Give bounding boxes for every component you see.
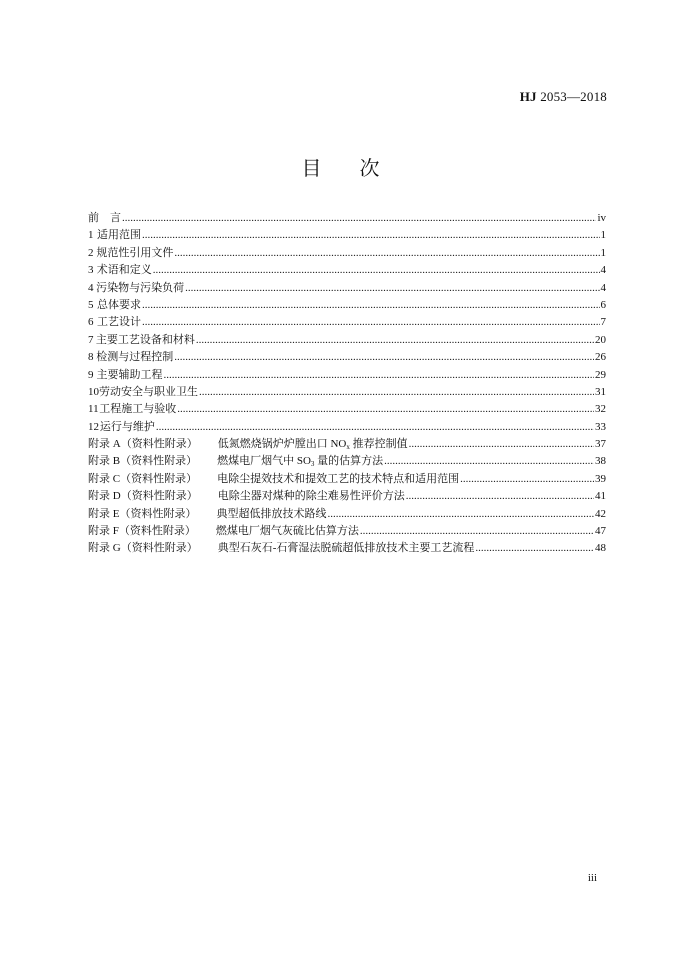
toc-entry-title: 主要辅助工程 xyxy=(96,368,163,381)
toc-leader-dots xyxy=(142,299,600,311)
toc-entry-number: 9 xyxy=(88,368,94,381)
toc-entry-title: 规范性引用文件 xyxy=(96,246,174,259)
toc-leader-dots xyxy=(156,421,594,433)
toc-entry-title: 总体要求 xyxy=(97,298,141,311)
appendix-title: 燃煤电厂烟气中 $SO_3$ 量的估算方法 xyxy=(217,455,384,469)
toc-entry-number: 7 xyxy=(88,333,94,346)
toc-leader-dots xyxy=(475,542,594,554)
toc-entry[interactable] xyxy=(88,418,606,435)
toc-appendix-entry[interactable] xyxy=(88,539,606,556)
toc-page-number: 41 xyxy=(595,490,606,503)
toc-leader-dots xyxy=(174,247,599,259)
toc-entry-number: 10 xyxy=(88,385,99,398)
appendix-title: 电除尘提效技术和提效工艺的技术特点和适用范围 xyxy=(217,472,460,485)
toc-entry-number: 1 xyxy=(88,229,94,242)
toc-leader-dots xyxy=(177,403,594,415)
appendix-title: 低氮燃烧锅炉炉膛出口 $NO_x$ 推荐控制值 xyxy=(217,438,408,452)
toc-entry-number: 11 xyxy=(88,403,99,416)
appendix-label: 附录 D（资料性附录） xyxy=(88,490,198,503)
toc-entry-number: 12 xyxy=(88,420,99,433)
toc-page-number: 1 xyxy=(600,229,606,242)
toc-page-number: 47 xyxy=(595,525,606,538)
toc-appendix-entry[interactable] xyxy=(88,522,606,539)
toc-entry[interactable] xyxy=(88,331,606,348)
toc-page-number: 26 xyxy=(595,351,606,364)
toc-leader-dots xyxy=(142,229,600,241)
appendix-label: 附录 A（资料性附录） xyxy=(88,438,198,451)
toc-leader-dots xyxy=(406,490,594,502)
toc-entry[interactable] xyxy=(88,261,606,278)
toc-appendix-entry[interactable] xyxy=(88,505,606,522)
toc-page-number: 4 xyxy=(600,281,606,294)
toc-leader-dots xyxy=(153,264,600,276)
appendix-label: 附录 B（资料性附录） xyxy=(88,455,198,468)
appendix-title: 典型超低排放技术路线 xyxy=(216,507,327,520)
toc-page-number: 39 xyxy=(595,472,606,485)
toc-entry-title: 劳动安全与职业卫生 xyxy=(99,385,198,398)
toc-entry[interactable] xyxy=(88,226,606,243)
toc-entry-title: 适用范围 xyxy=(97,229,141,242)
toc-page-number: iv xyxy=(597,212,606,224)
toc-entry[interactable] xyxy=(88,279,606,296)
toc-page-number: 42 xyxy=(595,507,606,520)
toc-appendix-entry[interactable] xyxy=(88,487,606,504)
toc-leader-dots xyxy=(327,508,594,520)
document-header xyxy=(520,89,607,105)
toc-page-number: 48 xyxy=(595,542,606,555)
toc-entry[interactable] xyxy=(88,244,606,261)
toc-entry-number: 4 xyxy=(88,281,94,294)
appendix-title: 燃煤电厂烟气灰硫比估算方法 xyxy=(215,525,359,538)
toc-entry-number: 3 xyxy=(88,264,94,277)
toc-entry-title: 工程施工与验收 xyxy=(99,403,177,416)
toc-entry[interactable] xyxy=(88,296,606,313)
toc-page-number: 37 xyxy=(595,438,606,451)
subscript: 3 xyxy=(310,460,315,469)
standard-code: HJ xyxy=(519,89,537,104)
toc-leader-dots xyxy=(460,473,594,485)
toc-page-number: 31 xyxy=(595,385,606,398)
toc-entry-number: 5 xyxy=(88,298,94,311)
toc-leader-dots xyxy=(174,351,594,363)
toc-appendix-entry[interactable] xyxy=(88,470,606,487)
toc-leader-dots xyxy=(360,525,594,537)
toc-appendix-entry[interactable] xyxy=(88,452,606,469)
toc-leader-dots xyxy=(384,455,594,467)
toc-leader-dots xyxy=(409,438,594,450)
appendix-label: 附录 E（资料性附录） xyxy=(88,507,197,520)
toc-page-number: 29 xyxy=(595,368,606,381)
toc-entry[interactable] xyxy=(88,366,606,383)
toc-page-number: 38 xyxy=(595,455,606,468)
appendix-title: 电除尘器对煤种的除尘难易性评价方法 xyxy=(217,490,405,503)
subscript: x xyxy=(346,443,350,452)
toc-page-number: 1 xyxy=(600,246,606,259)
toc-page-number: 20 xyxy=(595,333,606,346)
toc-entry-foreword[interactable] xyxy=(88,209,606,226)
toc-entry[interactable] xyxy=(88,400,606,417)
appendix-label: 附录 G（资料性附录） xyxy=(88,542,198,555)
toc-page-number: 4 xyxy=(600,264,606,277)
toc-leader-dots xyxy=(185,282,599,294)
toc-entry-title: 运行与维护 xyxy=(99,420,155,433)
toc-leader-dots xyxy=(163,369,594,381)
toc-entry-title: 工艺设计 xyxy=(97,316,141,329)
toc-entry-label: 前 言 xyxy=(88,212,121,224)
toc-entry-number: 6 xyxy=(88,316,94,329)
toc-leader-dots xyxy=(196,334,594,346)
appendix-title: 典型石灰石-石膏湿法脱硫超低排放技术主要工艺流程 xyxy=(217,542,475,555)
toc-page-number: 7 xyxy=(600,316,606,329)
toc-leader-dots xyxy=(122,212,596,224)
toc-page-number: 33 xyxy=(595,420,606,433)
toc-leader-dots xyxy=(142,316,600,328)
toc-entry-title: 术语和定义 xyxy=(96,264,152,277)
toc-entry-title: 主要工艺设备和材料 xyxy=(95,333,195,346)
toc-entry-number: 2 xyxy=(88,246,94,259)
toc-page-number: 6 xyxy=(600,298,606,311)
toc-entry[interactable] xyxy=(88,313,606,330)
toc-page-number: 32 xyxy=(595,403,606,416)
standard-number: 2053—2018 xyxy=(540,89,607,104)
toc-leader-dots xyxy=(199,386,594,398)
toc-entry[interactable] xyxy=(88,348,606,365)
table-of-contents xyxy=(88,209,606,557)
toc-appendix-entry[interactable] xyxy=(88,435,606,452)
page-title: 目次 xyxy=(301,156,418,180)
appendix-label: 附录 F（资料性附录） xyxy=(88,525,196,538)
toc-entry-number: 8 xyxy=(88,351,94,364)
toc-entry-title: 污染物与污染负荷 xyxy=(96,281,185,294)
page-number: iii xyxy=(587,872,597,884)
appendix-label: 附录 C（资料性附录） xyxy=(88,472,198,485)
toc-entry-title: 检测与过程控制 xyxy=(96,351,174,364)
toc-entry[interactable] xyxy=(88,383,606,400)
